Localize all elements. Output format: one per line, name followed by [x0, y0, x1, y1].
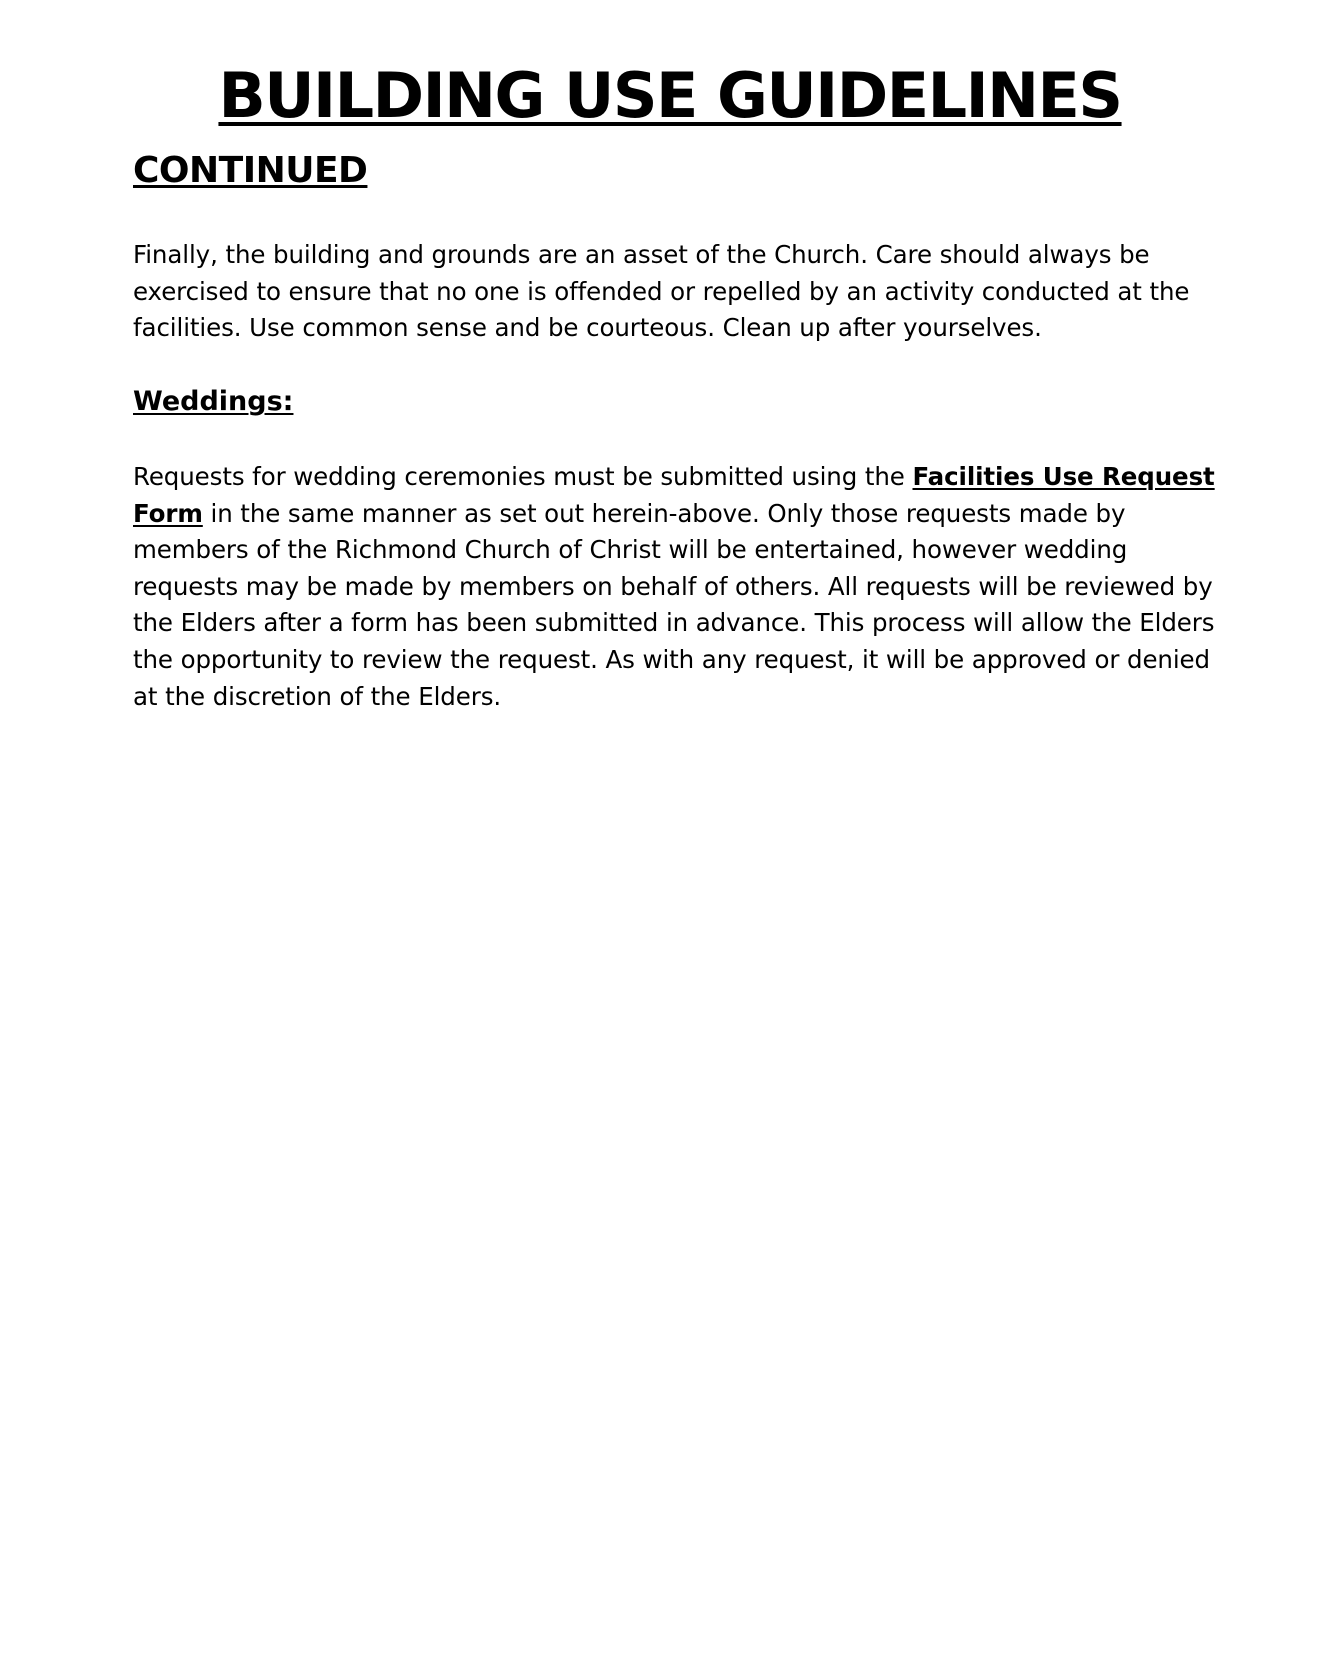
- facilities-use-request-form-link[interactable]: Facilities Use Request Form: [133, 462, 1215, 528]
- page-title: BUILDING USE GUIDELINES: [218, 59, 1122, 132]
- intro-paragraph: Finally, the building and grounds are an asset of the Church. Care should always be exercised to ensure that no one is offended or repelled by an activity conducted at the facilities. Use common sense and be courteous. Clean up after yourselves.: [133, 240, 1190, 343]
- page-subtitle: CONTINUED: [133, 150, 368, 191]
- weddings-heading: Weddings:: [133, 386, 294, 417]
- weddings-paragraph: [133, 459, 1223, 715]
- weddings-paragraph-end: in the same manner as set out herein-above. Only those requests made by members of the Richmond Church of Christ will be entertained, however wedding requests may be made by members on behalf of others. All requests will be reviewed by the Elders after a form has been submitted in advance. This process will allow the Elders the opportunity to review the request. As with any request, it will be approved or denied at the discretion of the Elders.: [133, 498, 1215, 711]
- weddings-paragraph-start: Requests for wedding ceremonies must be submitted using the: [133, 462, 913, 491]
